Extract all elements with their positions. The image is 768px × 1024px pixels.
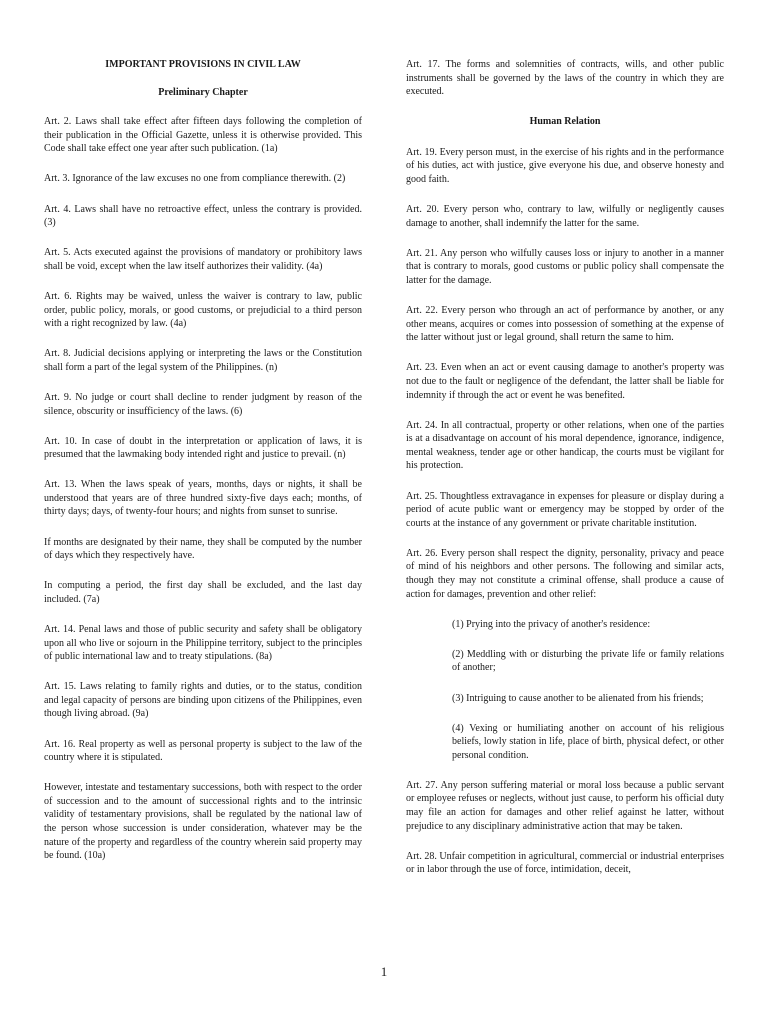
article-paragraph: Art. 10. In case of doubt in the interpretation or application of laws, it is presumed that the lawmaking body intended right and justice to prevail. (n) [44,435,362,461]
list-item: (3) Intriguing to cause another to be alienated from his friends; [452,692,704,704]
section-heading: Human Relation [529,116,601,128]
article-paragraph: Art. 8. Judicial decisions applying or interpreting the laws or the Constitution shall form a part of the legal system of the Philippines. (n) [44,348,362,373]
article-paragraph: Art. 16. Real property as well as personal property is subject to the law of the country where it is stipulated. [44,738,362,764]
list-item: (4) Vexing or humiliating another on account of his religious beliefs, lowly station in life, place of birth, physical defect, or other personal condition. [452,722,724,761]
document-title: IMPORTANT PROVISIONS IN CIVIL LAW [105,59,301,70]
article-paragraph: Art. 26. Every person shall respect the dignity, personality, privacy and peace of mind of his neighbors and other persons. The following and similar acts, though they may not constitute a criminal offense, shall produce a cause of action for damages, prevention and other relief: [406,547,724,600]
article-paragraph: Art. 25. Thoughtless extravagance in expenses for pleasure or display during a period of acute public want or emergency may be stopped by order of the courts at the instance of any government or private charitable institution. [406,490,724,529]
article-paragraph: Art. 5. Acts executed against the provisions of mandatory or prohibitory laws shall be void, except when the law itself authorizes their validity. (4a) [44,247,362,272]
chapter-heading: Preliminary Chapter [158,86,248,98]
article-paragraph: Art. 6. Rights may be waived, unless the waiver is contrary to law, public order, public policy, morals, or good customs, or prejudicial to a third person with a right recognized by law. (4a) [44,290,362,330]
article-paragraph: Art. 3. Ignorance of the law excuses no one from compliance therewith. (2) [44,173,346,185]
article-paragraph: Art. 28. Unfair competition in agricultural, commercial or industrial enterprises or in labor through the use of force, intimidation, deceit, [406,850,724,876]
right-column [406,58,724,893]
article-paragraph: Art. 20. Every person who, contrary to law, wilfully or negligently causes damage to another, shall indemnify the latter for the same. [406,204,724,229]
left-column [44,58,362,879]
article-paragraph: Art. 9. No judge or court shall decline to render judgment by reason of the silence, obscurity or insufficiency of the laws. (6) [44,391,362,417]
article-paragraph: However, intestate and testamentary successions, both with respect to the order of succession and to the amount of successional rights and to the intrinsic validity of testamentary provisions, shall be regulated by the national law of the person whose succession is under consideration, whatever may be the nature of the property and regardless of the country wherein said property may be found. (10a) [44,782,362,862]
article-paragraph: Art. 15. Laws relating to family rights and duties, or to the status, condition and legal capacity of persons are binding upon citizens of the Philippines, even though living abroad. (9a) [44,681,362,720]
page-number: 1 [380,964,388,979]
article-paragraph: Art. 21. Any person who wilfully causes loss or injury to another in a manner that is contrary to morals, good customs or public policy shall compensate the latter for the damage. [406,247,724,287]
article-paragraph: Art. 4. Laws shall have no retroactive effect, unless the contrary is provided. (3) [44,203,362,229]
article-paragraph: If months are designated by their name, they shall be computed by the number of days which they respectively have. [44,536,362,562]
list-item: (1) Prying into the privacy of another's residence: [452,618,651,630]
list-item: (2) Meddling with or disturbing the private life or family relations of another; [452,648,724,674]
article-paragraph: Art. 14. Penal laws and those of public security and safety shall be obligatory upon all who live or sojourn in the Philippine territory, subject to the principles of public international law and to treaty stipulations. (8a) [44,623,362,663]
article-paragraph: In computing a period, the first day shall be excluded, and the last day included. (7a) [44,580,362,605]
article-paragraph: Art. 17. The forms and solemnities of contracts, wills, and other public instruments shall be governed by the laws of the country in which they are executed. [406,59,724,98]
article-paragraph: Art. 24. In all contractual, property or other relations, when one of the parties is at a disadvantage on account of his moral dependence, ignorance, indigence, mental weakness, tender age or other handicap, the courts must be vigilant for his protection. [406,419,724,472]
article-paragraph: Art. 2. Laws shall take effect after fifteen days following the completion of their publication in the Official Gazette, unless it is otherwise provided. This Code shall take effect one year after such publication. (1a) [44,116,362,155]
article-paragraph: Art. 27. Any person suffering material or moral loss because a public servant or employee refuses or neglects, without just cause, to perform his official duty may file an action for damages and other relief against he latter, without prejudice to any disciplinary administrative action that may be taken. [406,779,724,832]
article-paragraph: Art. 19. Every person must, in the exercise of his rights and in the performance of his duties, act with justice, give everyone his due, and observe honesty and good faith. [406,146,724,186]
article-paragraph: Art. 22. Every person who through an act of performance by another, or any other means, acquires or comes into possession of something at the expense of the latter without just or legal ground, shall return the same to him. [406,305,724,344]
article-paragraph: Art. 23. Even when an act or event causing damage to another's property was not due to the fault or negligence of the defendant, the latter shall be liable for indemnity if through the act or event he was benefited. [406,362,724,401]
article-paragraph: Art. 13. When the laws speak of years, months, days or nights, it shall be understood that years are of three hundred sixty-five days each; months, of thirty days; days, of twenty-four hours; and nights from sunset to sunrise. [44,479,362,518]
